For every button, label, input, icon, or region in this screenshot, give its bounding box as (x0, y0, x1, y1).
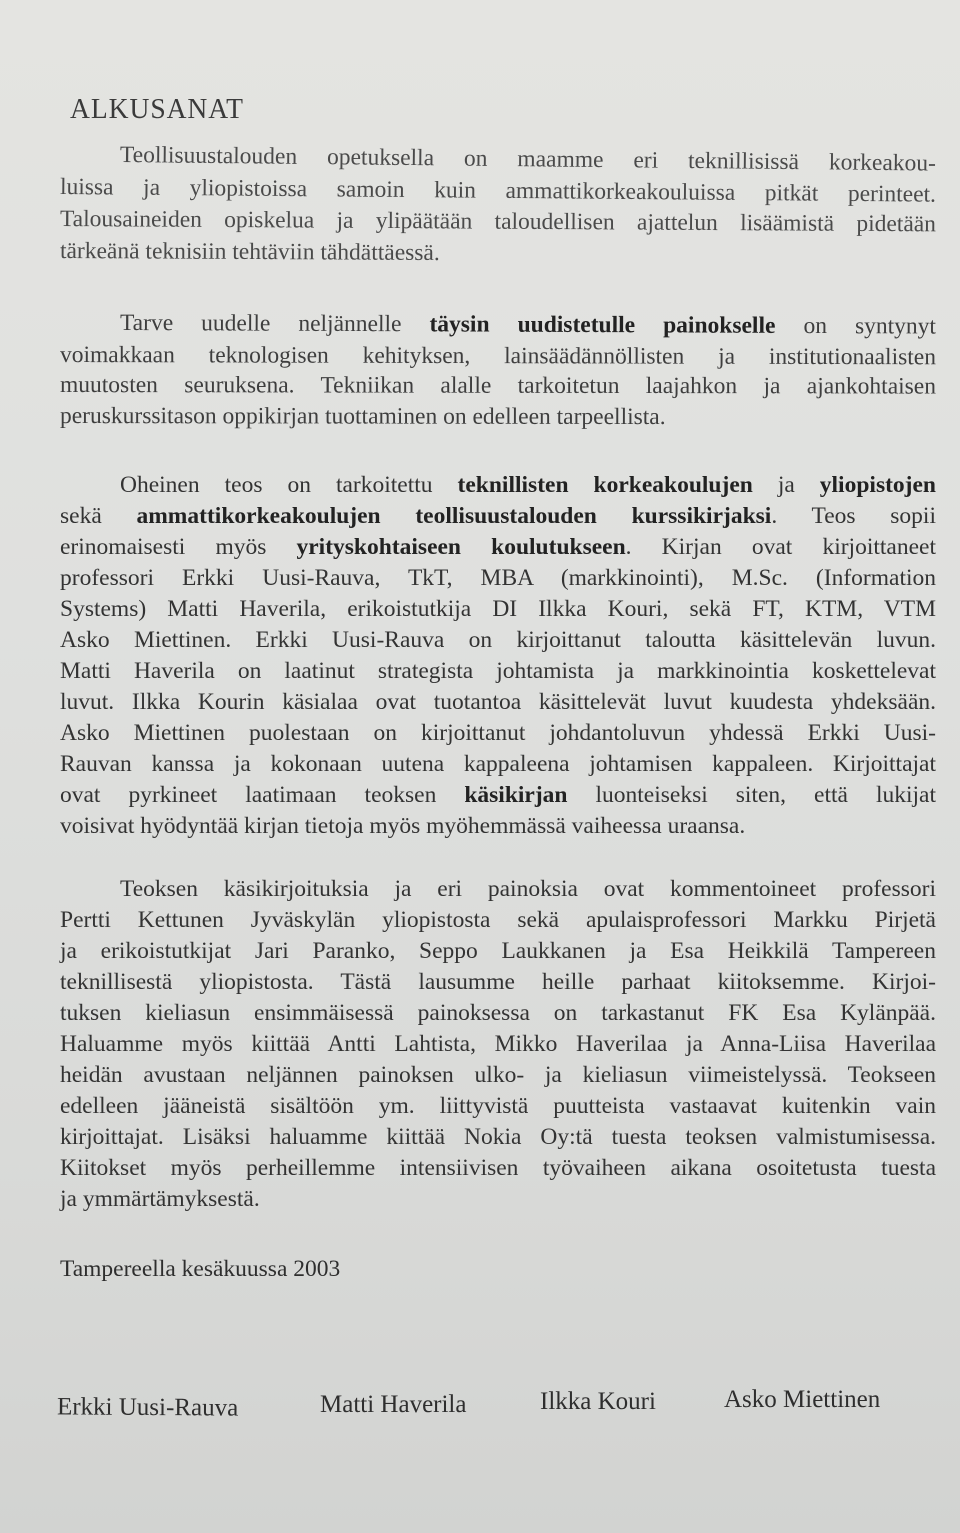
paragraph-4-line-4: teknillisestä yliopistosta. Tästä lausumme heille parhaat kiitoksemme. Kirjoi- (60, 969, 936, 995)
paragraph-3-line-1: Oheinen teos on tarkoitettu teknillisten korkeakoulujen ja yliopistojen (120, 472, 936, 498)
paragraph-4-line-3: ja erikoistutkijat Jari Paranko, Seppo Laukkanen ja Esa Heikkilä Tampereen (60, 938, 936, 964)
paragraph-4-line-5: tuksen kieliasun ensimmäisessä painoksessa on tarkastanut FK Esa Kylänpää. (60, 1000, 936, 1026)
emphasis-text: ammattikorkeakoulujen teollisuustalouden kurssikirjaksi (136, 503, 772, 529)
paragraph-2-line-2: voimakkaan teknologisen kehityksen, lainsäädännöllisten ja institutionaalisten (59, 342, 937, 371)
paragraph-4-line-6: Haluamme myös kiittää Antti Lahtista, Mikko Haverilaa ja Anna-Liisa Haverilaa (60, 1031, 936, 1057)
paragraph-3-line-6: Asko Miettinen. Erkki Uusi-Rauva on kirjoittanut taloutta käsittelevän luvun. (60, 627, 936, 653)
emphasis-text: yliopistojen (819, 472, 936, 498)
paragraph-3-line-10: Rauvan kanssa ja kokonaan uutena kappaleena johtamisen kappaleen. Kirjoittajat (60, 751, 936, 777)
paragraph-1-line-1: Teollisuustalouden opetuksella on maamme eri teknillisissä korkeakou- (119, 142, 937, 177)
paragraph-3-line-9: Asko Miettinen puolestaan on kirjoittanut johdantoluvun yhdessä Erkki Uusi- (60, 720, 936, 746)
paragraph-3-line-4: professori Erkki Uusi-Rauva, TkT, MBA (markkinointi), M.Sc. (Information (60, 565, 936, 591)
signature-ilkka-kouri: Ilkka Kouri (540, 1388, 656, 1415)
emphasis-text: teknillisten korkeakoulujen (457, 472, 753, 498)
signature-matti-haverila: Matti Haverila (320, 1391, 467, 1418)
paragraph-4-line-8: edelleen jääneistä sisältöön ym. liittyvistä puutteista vastaavat kuitenkin vain (60, 1093, 936, 1119)
paragraph-4-line-10: Kiitokset myös perheillemme intensiivisen työvaiheen aikana osoitetusta tuesta (60, 1155, 936, 1181)
paragraph-4-line-7: heidän avustaan neljännen painoksen ulko- ja kieliasun viimeistelyssä. Teokseen (60, 1062, 936, 1088)
paragraph-2-line-3: muutosten seuruksena. Tekniikan alalle tarkoitetun laajahkon ja ajankohtaisen (59, 372, 937, 400)
paragraph-4-line-2: Pertti Kettunen Jyväskylän yliopistosta sekä apulaisprofessori Markku Pirjetä (60, 907, 936, 933)
paragraph-3-line-8: luvut. Ilkka Kourin käsialaa ovat tuotantoa käsittelevät luvut kuudesta yhdeksään. (60, 689, 936, 715)
paragraph-3-line-11: ovat pyrkineet laatimaan teoksen käsikirjan luonteiseksi siten, että lukijat (60, 782, 936, 808)
paragraph-3-line-2: sekä ammattikorkeakoulujen teollisuustalouden kurssikirjaksi. Teos sopii (60, 503, 936, 529)
paragraph-1-line-2: luissa ja yliopistoissa samoin kuin ammattikorkeakouluissa pitkät perinteet. (59, 174, 937, 208)
paragraph-4-line-11: ja ymmärtämyksestä. (60, 1186, 260, 1212)
paragraph-2-line-4: peruskurssitason oppikirjan tuottaminen on edelleen tarpeellista. (59, 403, 666, 431)
paragraph-3-line-7: Matti Haverila on laatinut strategista johtamista ja markkinointia koskettelevat (60, 658, 936, 684)
emphasis-text: käsikirjan (464, 782, 568, 808)
paragraph-1-line-3: Talousaineiden opiskelua ja ylipäätään taloudellisen ajattelun lisäämistä pidetään (59, 206, 937, 238)
emphasis-text: täysin uudistetulle painokselle (429, 311, 776, 339)
signature-erkki-uusi-rauva: Erkki Uusi-Rauva (56, 1393, 239, 1422)
paragraph-3-line-3: erinomaisesti myös yrityskohtaiseen koulutukseen. Kirjan ovat kirjoittaneet (60, 534, 936, 560)
paragraph-2-line-1: Tarve uudelle neljännelle täysin uudistetulle painokselle on syntynyt (119, 310, 937, 340)
paragraph-3-line-12: voisivat hyödyntää kirjan tietoja myös myöhemmässä vaiheessa uraansa. (60, 813, 746, 839)
page-title: ALKUSANAT (70, 93, 244, 126)
paragraph-4-line-1: Teoksen käsikirjoituksia ja eri painoksia ovat kommentoineet professori (120, 876, 936, 902)
paragraph-3-line-5: Systems) Matti Haverila, erikoistutkija DI Ilkka Kouri, sekä FT, KTM, VTM (60, 596, 936, 622)
paragraph-4-line-9: kirjoittajat. Lisäksi haluamme kiittää Nokia Oy:tä tuesta teoksen valmistumisessa. (60, 1124, 936, 1150)
place-date-line: Tampereella kesäkuussa 2003 (60, 1256, 341, 1282)
paragraph-1-line-4: tärkeänä teknisiin tehtäviin tähdättäessä. (59, 238, 440, 266)
signature-asko-miettinen: Asko Miettinen (724, 1386, 881, 1413)
emphasis-text: yrityskohtaiseen koulutukseen (296, 534, 626, 560)
